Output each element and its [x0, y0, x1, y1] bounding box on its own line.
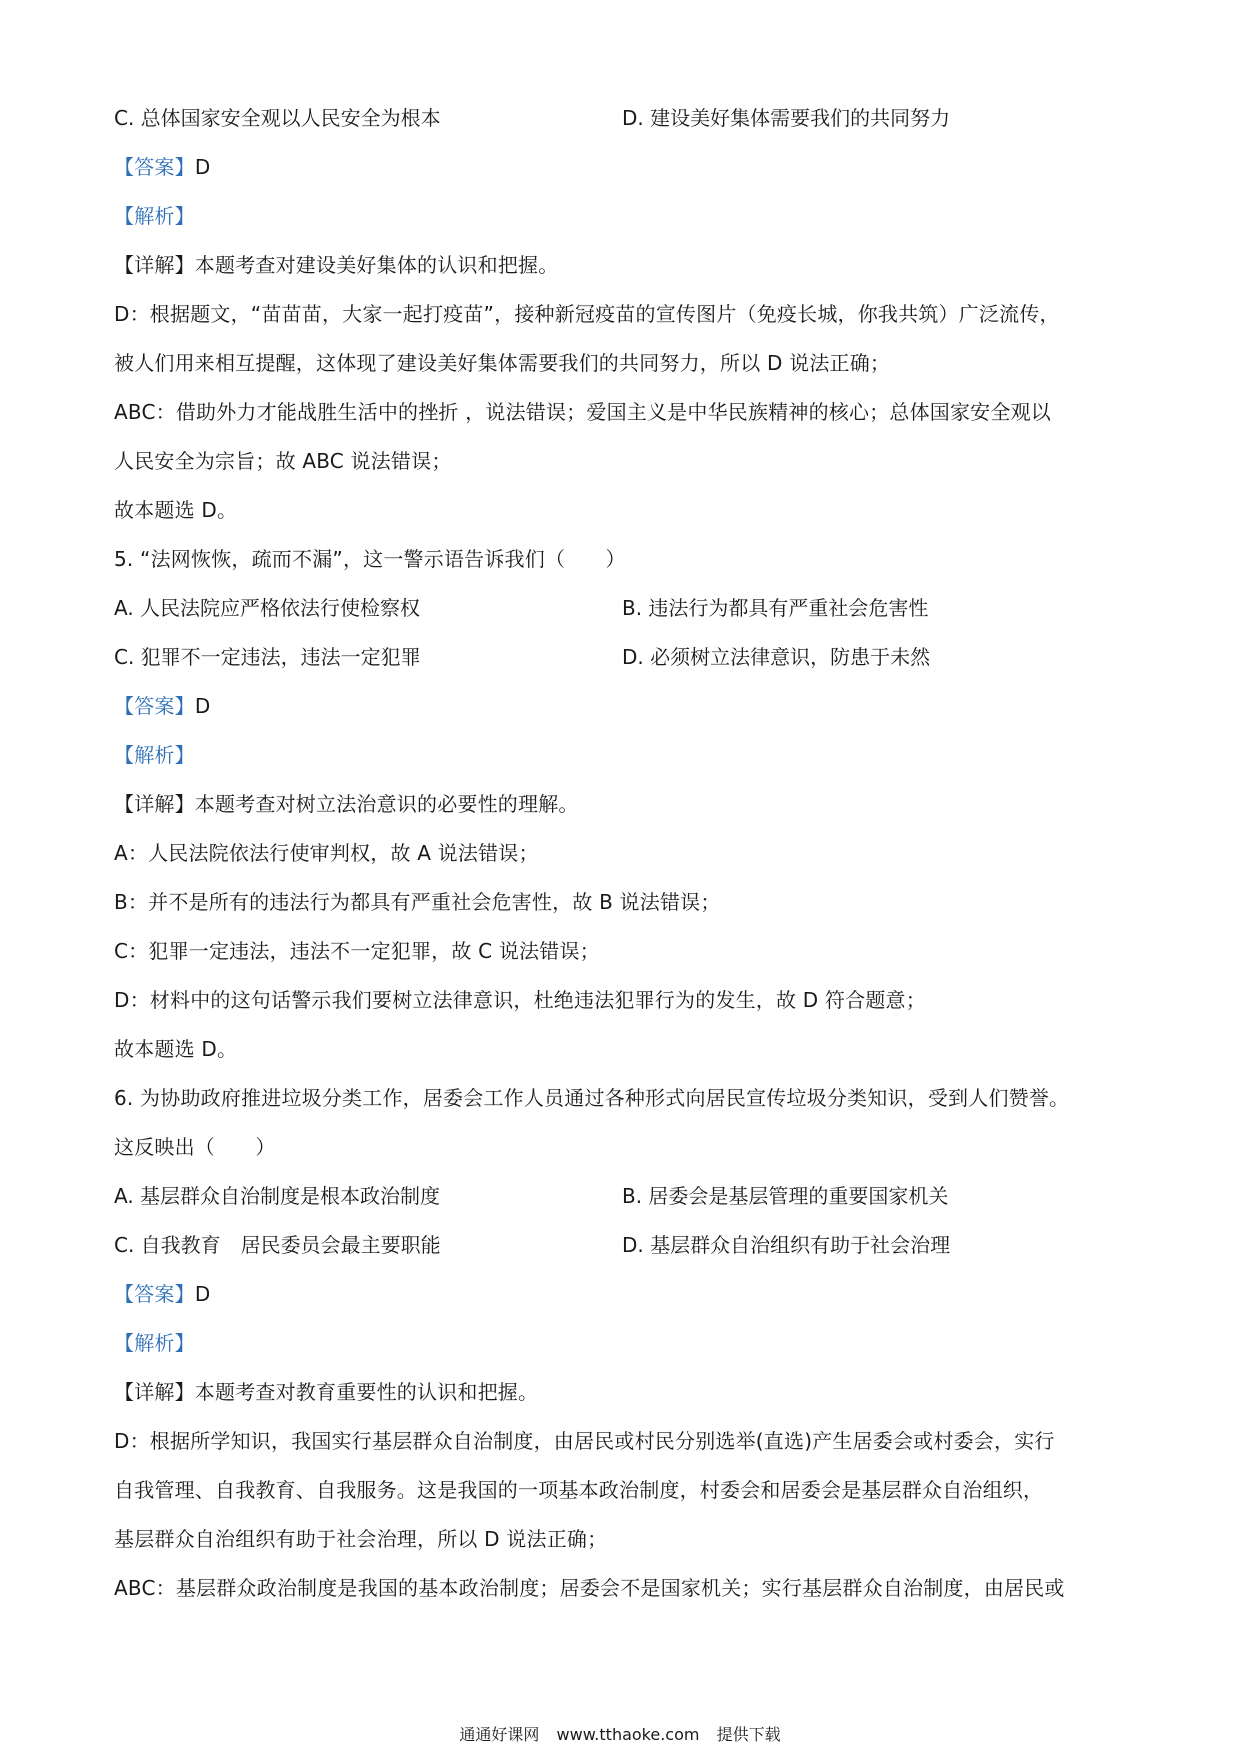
q4-answer: [114, 153, 210, 181]
q5-option-a: A. 人民法院应严格依法行使检察权: [114, 596, 421, 620]
answer-value: D: [194, 155, 211, 179]
q5-detail: 【详解】本题考查对树立法治意识的必要性的理解。: [114, 792, 579, 816]
q4-para-d-2: 被人们用来相互提醒，这体现了建设美好集体需要我们的共同努力，所以 D 说法正确；: [114, 351, 891, 375]
q6-option-b: B. 居委会是基层管理的重要国家机关: [622, 1184, 949, 1208]
q5-answer: [114, 692, 210, 720]
q4-para-abc-1: ABC：借助外力才能战胜生活中的挫折 ，说法错误；爱国主义是中华民族精神的核心；总体国家安全观以: [114, 400, 1051, 424]
q4-option-c: C. 总体国家安全观以人民安全为根本: [114, 106, 441, 130]
footer-note: 提供下载: [716, 1725, 781, 1744]
q6-para-d-3: 基层群众自治组织有助于社会治理，所以 D 说法正确；: [114, 1527, 608, 1551]
q6-para-d-1: D：根据所学知识，我国实行基层群众自治制度，由居民或村民分别选举(直选)产生居委会或村委会，实行: [114, 1429, 1055, 1453]
q5-stem: 5. “法网恢恢，疏而不漏”，这一警示语告诉我们（ ）: [114, 547, 626, 571]
answer-tag: 【答案】: [114, 155, 195, 179]
q5-explain-b: B：并不是所有的违法行为都具有严重社会危害性，故 B 说法错误；: [114, 890, 721, 914]
footer-url[interactable]: www.tthaoke.com: [556, 1725, 700, 1744]
q6-option-d: D. 基层群众自治组织有助于社会治理: [622, 1233, 951, 1257]
page-footer: [0, 1724, 1240, 1746]
q4-para-d-1: D：根据题文，“苗苗苗，大家一起打疫苗”，接种新冠疫苗的宣传图片（免疫长城，你我共筑）广泛流传，: [114, 302, 1060, 326]
q6-option-c: C. 自我教育 居民委员会最主要职能: [114, 1233, 441, 1257]
q5-conclusion: 故本题选 D。: [114, 1037, 238, 1061]
answer-tag: 【答案】: [114, 1282, 195, 1306]
q4-detail: 【详解】本题考查对建设美好集体的认识和把握。: [114, 253, 559, 277]
answer-tag: 【答案】: [114, 694, 195, 718]
q6-para-d-2: 自我管理、自我教育、自我服务。这是我国的一项基本政治制度，村委会和居委会是基层群众自治组织，: [114, 1478, 1044, 1502]
q6-answer: [114, 1280, 210, 1308]
q4-para-abc-2: 人民安全为宗旨；故 ABC 说法错误；: [114, 449, 452, 473]
q4-analysis-tag: 【解析】: [114, 204, 195, 228]
q5-analysis-tag: 【解析】: [114, 743, 195, 767]
q6-stem-1: 6. 为协助政府推进垃圾分类工作，居委会工作人员通过各种形式向居民宣传垃圾分类知识，受到人们赞誉。: [114, 1086, 1070, 1110]
q4-conclusion: 故本题选 D。: [114, 498, 238, 522]
answer-value: D: [194, 694, 211, 718]
q6-option-a: A. 基层群众自治制度是根本政治制度: [114, 1184, 441, 1208]
q5-option-d: D. 必须树立法律意识，防患于未然: [622, 645, 931, 669]
q6-analysis-tag: 【解析】: [114, 1331, 195, 1355]
footer-site-name: 通通好课网: [459, 1725, 540, 1744]
q6-para-abc-1: ABC：基层群众政治制度是我国的基本政治制度；居委会不是国家机关；实行基层群众自治制度，由居民或: [114, 1576, 1065, 1600]
q6-stem-2: 这反映出（ ）: [114, 1135, 276, 1159]
q5-explain-c: C：犯罪一定违法，违法不一定犯罪，故 C 说法错误；: [114, 939, 600, 963]
q5-explain-a: A：人民法院依法行使审判权，故 A 说法错误；: [114, 841, 539, 865]
q5-option-c: C. 犯罪不一定违法，违法一定犯罪: [114, 645, 421, 669]
q5-option-b: B. 违法行为都具有严重社会危害性: [622, 596, 929, 620]
q6-detail: 【详解】本题考查对教育重要性的认识和把握。: [114, 1380, 539, 1404]
q5-explain-d: D：材料中的这句话警示我们要树立法律意识，杜绝违法犯罪行为的发生，故 D 符合题意；: [114, 988, 926, 1012]
q4-option-d: D. 建设美好集体需要我们的共同努力: [622, 106, 951, 130]
answer-value: D: [194, 1282, 211, 1306]
